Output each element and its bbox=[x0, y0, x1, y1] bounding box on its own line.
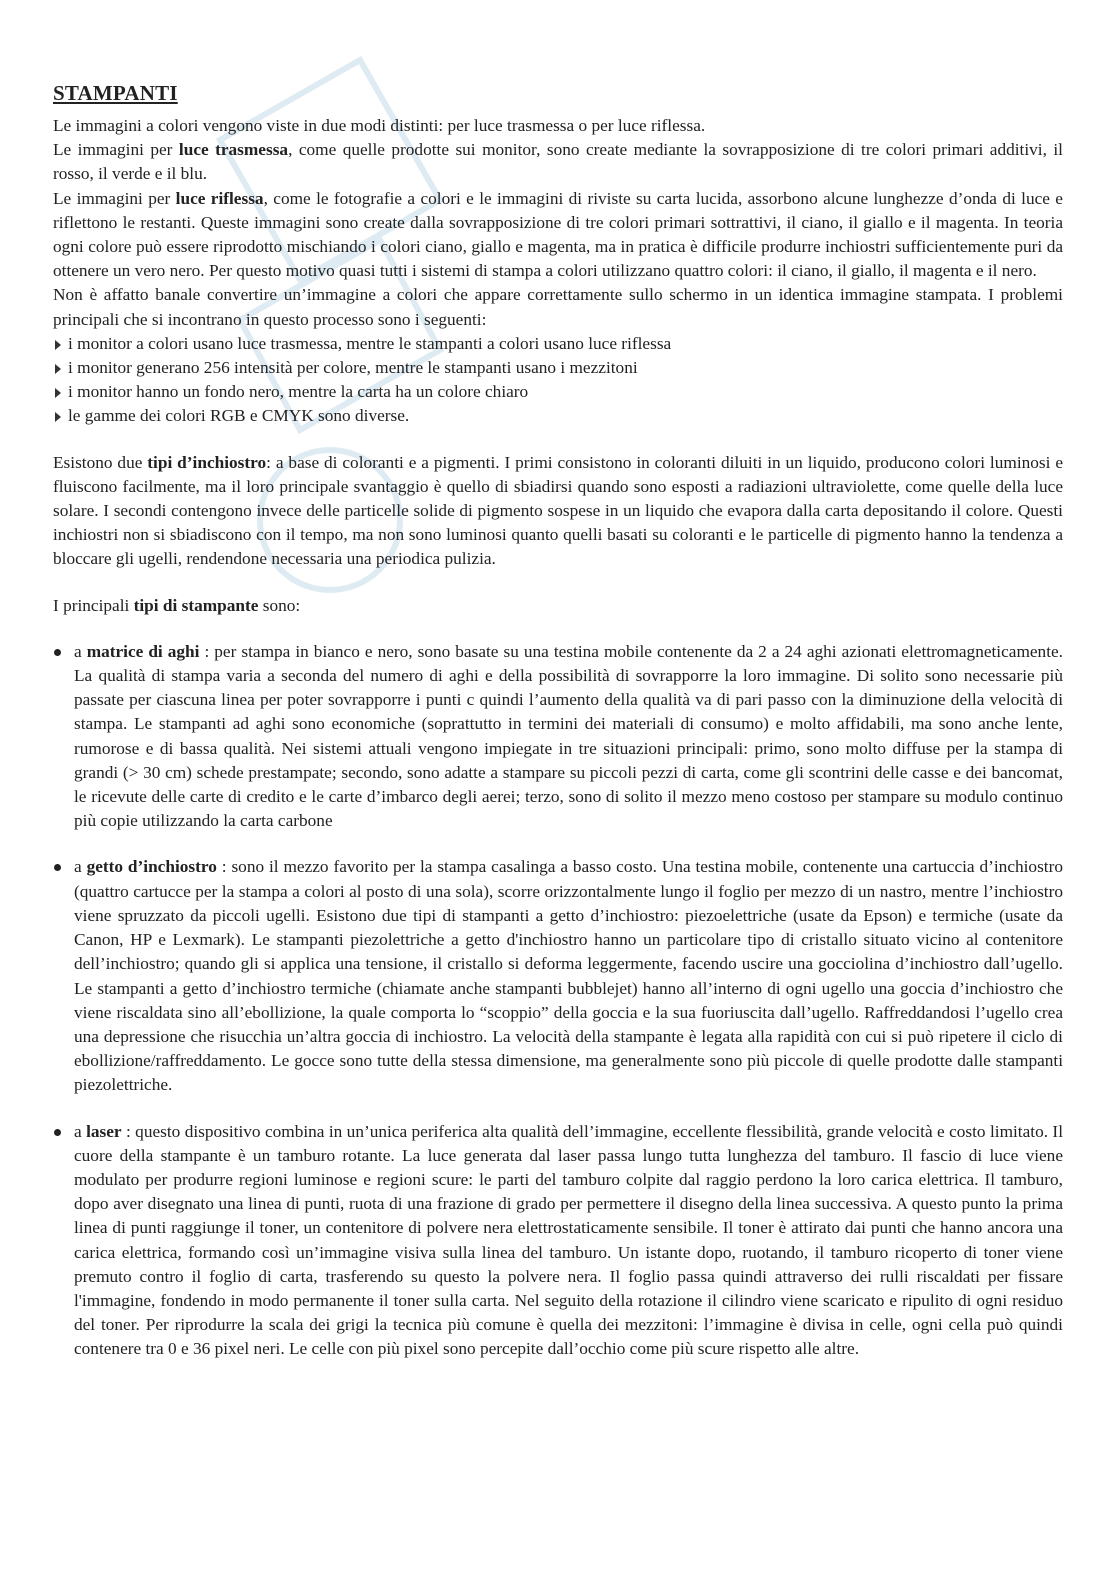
intro-paragraph-4: Non è affatto banale convertire un’immagine a colori che appare correttamente sullo schermo in un identica immagine stampata. I problemi principali che si incontrano in questo processo sono i seguenti: bbox=[53, 285, 1063, 329]
page-title: STAMPANTI bbox=[53, 81, 178, 105]
list-item: a laser : questo dispositivo combina in un’unica periferica alta qualità dell’immagine, eccellente flessibilità, grande velocità e costo limitato. Il cuore della stampante è un tamburo rotante. La luce generata dal laser passa lungo tutta lunghezza del tamburo. Il fascio di luce viene modulato per produrre regioni luminose e regioni scure: le parti del tamburo colpite dal raggio perdono la loro carica elettrica. Il tamburo, dopo aver disegnato una linea di punti, ruota di una frazione di grado per permettere il disegno della linea successiva. A questo punto la prima linea di punti raggiunge il toner, un contenitore di polvere nera elettrostaticamente sensibile. Il toner è attirato dai punti che hanno ancora una carica elettrica, formando così un’immagine visiva sulla linea del tamburo. Un istante dopo, ruotando, il tamburo ricoperto di toner viene premuto contro il foglio di carta, trasferendo su questo la polvere nera. Il foglio passa quindi attraverso dei rulli riscaldati per fissare l'immagine, fondendo in modo permanente il toner sulla carta. Nel seguito della rotazione il cilindro viene scaricato e ripulito di ogni residuo del toner. Per riprodurre la scala dei grigi la tecnica più comune è quella dei mezzitoni: l’immagine è divisa in celle, ogni cella può quindi contenere tra 0 e 36 pixel neri. Le celle con più pixel sono percepite dall’occhio come più scure rispetto alle altre. bbox=[53, 1120, 1063, 1362]
bullet-icon bbox=[54, 649, 61, 656]
arrow-bullet-icon bbox=[55, 340, 61, 350]
intro-paragraph-1: Le immagini a colori vengono viste in due modi distinti: per luce trasmessa o per luce riflessa. bbox=[53, 116, 706, 135]
arrow-bullet-icon bbox=[55, 412, 61, 422]
list-item: a matrice di aghi : per stampa in bianco e nero, sono basate su una testina mobile contenente da 2 a 24 aghi azionati elettromagneticamente. La qualità di stampa varia a seconda del numero di aghi e della possibilità di sovrapporre la loro immagine. Di solito sono necessarie più passate per ciascuna linea per poter sovrapporre i punti c quindi l’aumento della qualità va di pari passo con la diminuzione della velocità di stampa. Le stampanti ad aghi sono economiche (soprattutto in termini dei materiali di consumo) e molto affidabili, ma sono anche lente, rumorose e di bassa qualità. Nei sistemi attuali vengono impiegate in tre situazioni principali: primo, sono molto diffuse per la stampa di grandi (> 30 cm) schede prestampate; secondo, sono adatte a stampare su piccoli pezzi di carta, come gli scontrini delle casse e dei bancomat, le ricevute delle carte di credito e le carte d’imbarco degli aerei; terzo, sono di solito il mezzo meno costoso per stampare su modulo continuo più copie utilizzando la carta carbone bbox=[53, 640, 1063, 834]
types-intro: I principali tipi di stampante sono: bbox=[53, 595, 301, 615]
list-item: i monitor a colori usano luce trasmessa, mentre le stampanti a colori usano luce riflessa bbox=[53, 332, 1063, 356]
intro-paragraph-3: Le immagini per luce riflessa, come le fotografie a colori e le immagini di riviste su carta lucida, assorbono alcune lunghezze d’onda di luce e riflettono le restanti. Queste immagini sono create dalla sovrapposizione di tre colori primari sottrattivi, il ciano, il giallo e il magenta. In teoria ogni colore può essere riprodotto mischiando i colori ciano, giallo e magenta, ma in pratica è difficile produrre inchiostri sufficientemente puri da ottenere un vero nero. Per questo motivo quasi tutti i sistemi di stampa a colori utilizzano quattro colori: il ciano, il giallo, il magenta e il nero. bbox=[53, 188, 1063, 281]
list-item: le gamme dei colori RGB e CMYK sono diverse. bbox=[53, 404, 1063, 428]
arrow-bullet-icon bbox=[55, 364, 61, 374]
list-item: i monitor generano 256 intensità per colore, mentre le stampanti usano i mezzitoni bbox=[53, 356, 1063, 380]
bullet-icon bbox=[54, 1129, 61, 1136]
inks-paragraph: Esistono due tipi d’inchiostro: a base di coloranti e a pigmenti. I primi consistono in coloranti diluiti in un liquido, producono colori luminosi e fluiscono facilmente, ma il loro principale svantaggio è quello di sbiadirsi quando sono esposti a radiazioni ultraviolette, come quelle della luce solare. I secondi contengono invece delle particelle solide di pigmento sospese in un liquido che evapora dalla carta depositando il colore. Questi inchiostri non si sbiadiscono con il tempo, ma non sono luminosi quanto quelli basati su coloranti e le particelle di pigmento hanno la tendenza a bloccare gli ugelli, rendendone necessaria una periodica pulizia. bbox=[53, 452, 1063, 569]
intro-paragraph-2: Le immagini per luce trasmessa, come quelle prodotte sui monitor, sono create mediante la sovrapposizione di tre colori primari additivi, il rosso, il verde e il blu. bbox=[53, 140, 1063, 184]
list-item: i monitor hanno un fondo nero, mentre la carta ha un colore chiaro bbox=[53, 380, 1063, 404]
bullet-icon bbox=[54, 864, 61, 871]
arrow-bullet-icon bbox=[55, 388, 61, 398]
list-item: a getto d’inchiostro : sono il mezzo favorito per la stampa casalinga a basso costo. Una testina mobile, contenente una cartuccia d’inchiostro (quattro cartucce per la stampa a colori al posto di una sola), scorre orizzontalmente lungo il foglio per mezzo di un nastro, mentre l’inchiostro viene spruzzato da piccoli ugelli. Esistono due tipi di stampanti a getto d’inchiostro: piezoelettriche (usate da Epson) e termiche (usate da Canon, HP e Lexmark). Le stampanti piezolettriche a getto d'inchiostro hanno un particolare tipo di cristallo situato vicino al contenitore dell’inchiostro; quando gli si applica una tensione, il cristallo si deforma leggermente, facendo uscire una gocciolina d’inchiostro dall’ugello. Le stampanti a getto d’inchiostro termiche (chiamate anche stampanti bubblejet) hanno all’interno di ogni ugello una goccia d’inchiostro che viene riscaldata sino all’ebollizione, la quale comporta lo “scoppio” della goccia e la sua fuoriuscita dall’ugello. Raffreddandosi l’ugello crea una depressione che risucchia un’altra goccia di inchiostro. La velocità della stampante è legata alla rapidità con cui si può ripetere il ciclo di ebollizione/raffreddamento. Le gocce sono tutte della stessa dimensione, ma generalmente sono più piccole di quelle prodotte dalle stampanti piezolettriche. bbox=[53, 855, 1063, 1097]
problems-list bbox=[53, 332, 1063, 429]
printer-types-list bbox=[53, 640, 1063, 1362]
